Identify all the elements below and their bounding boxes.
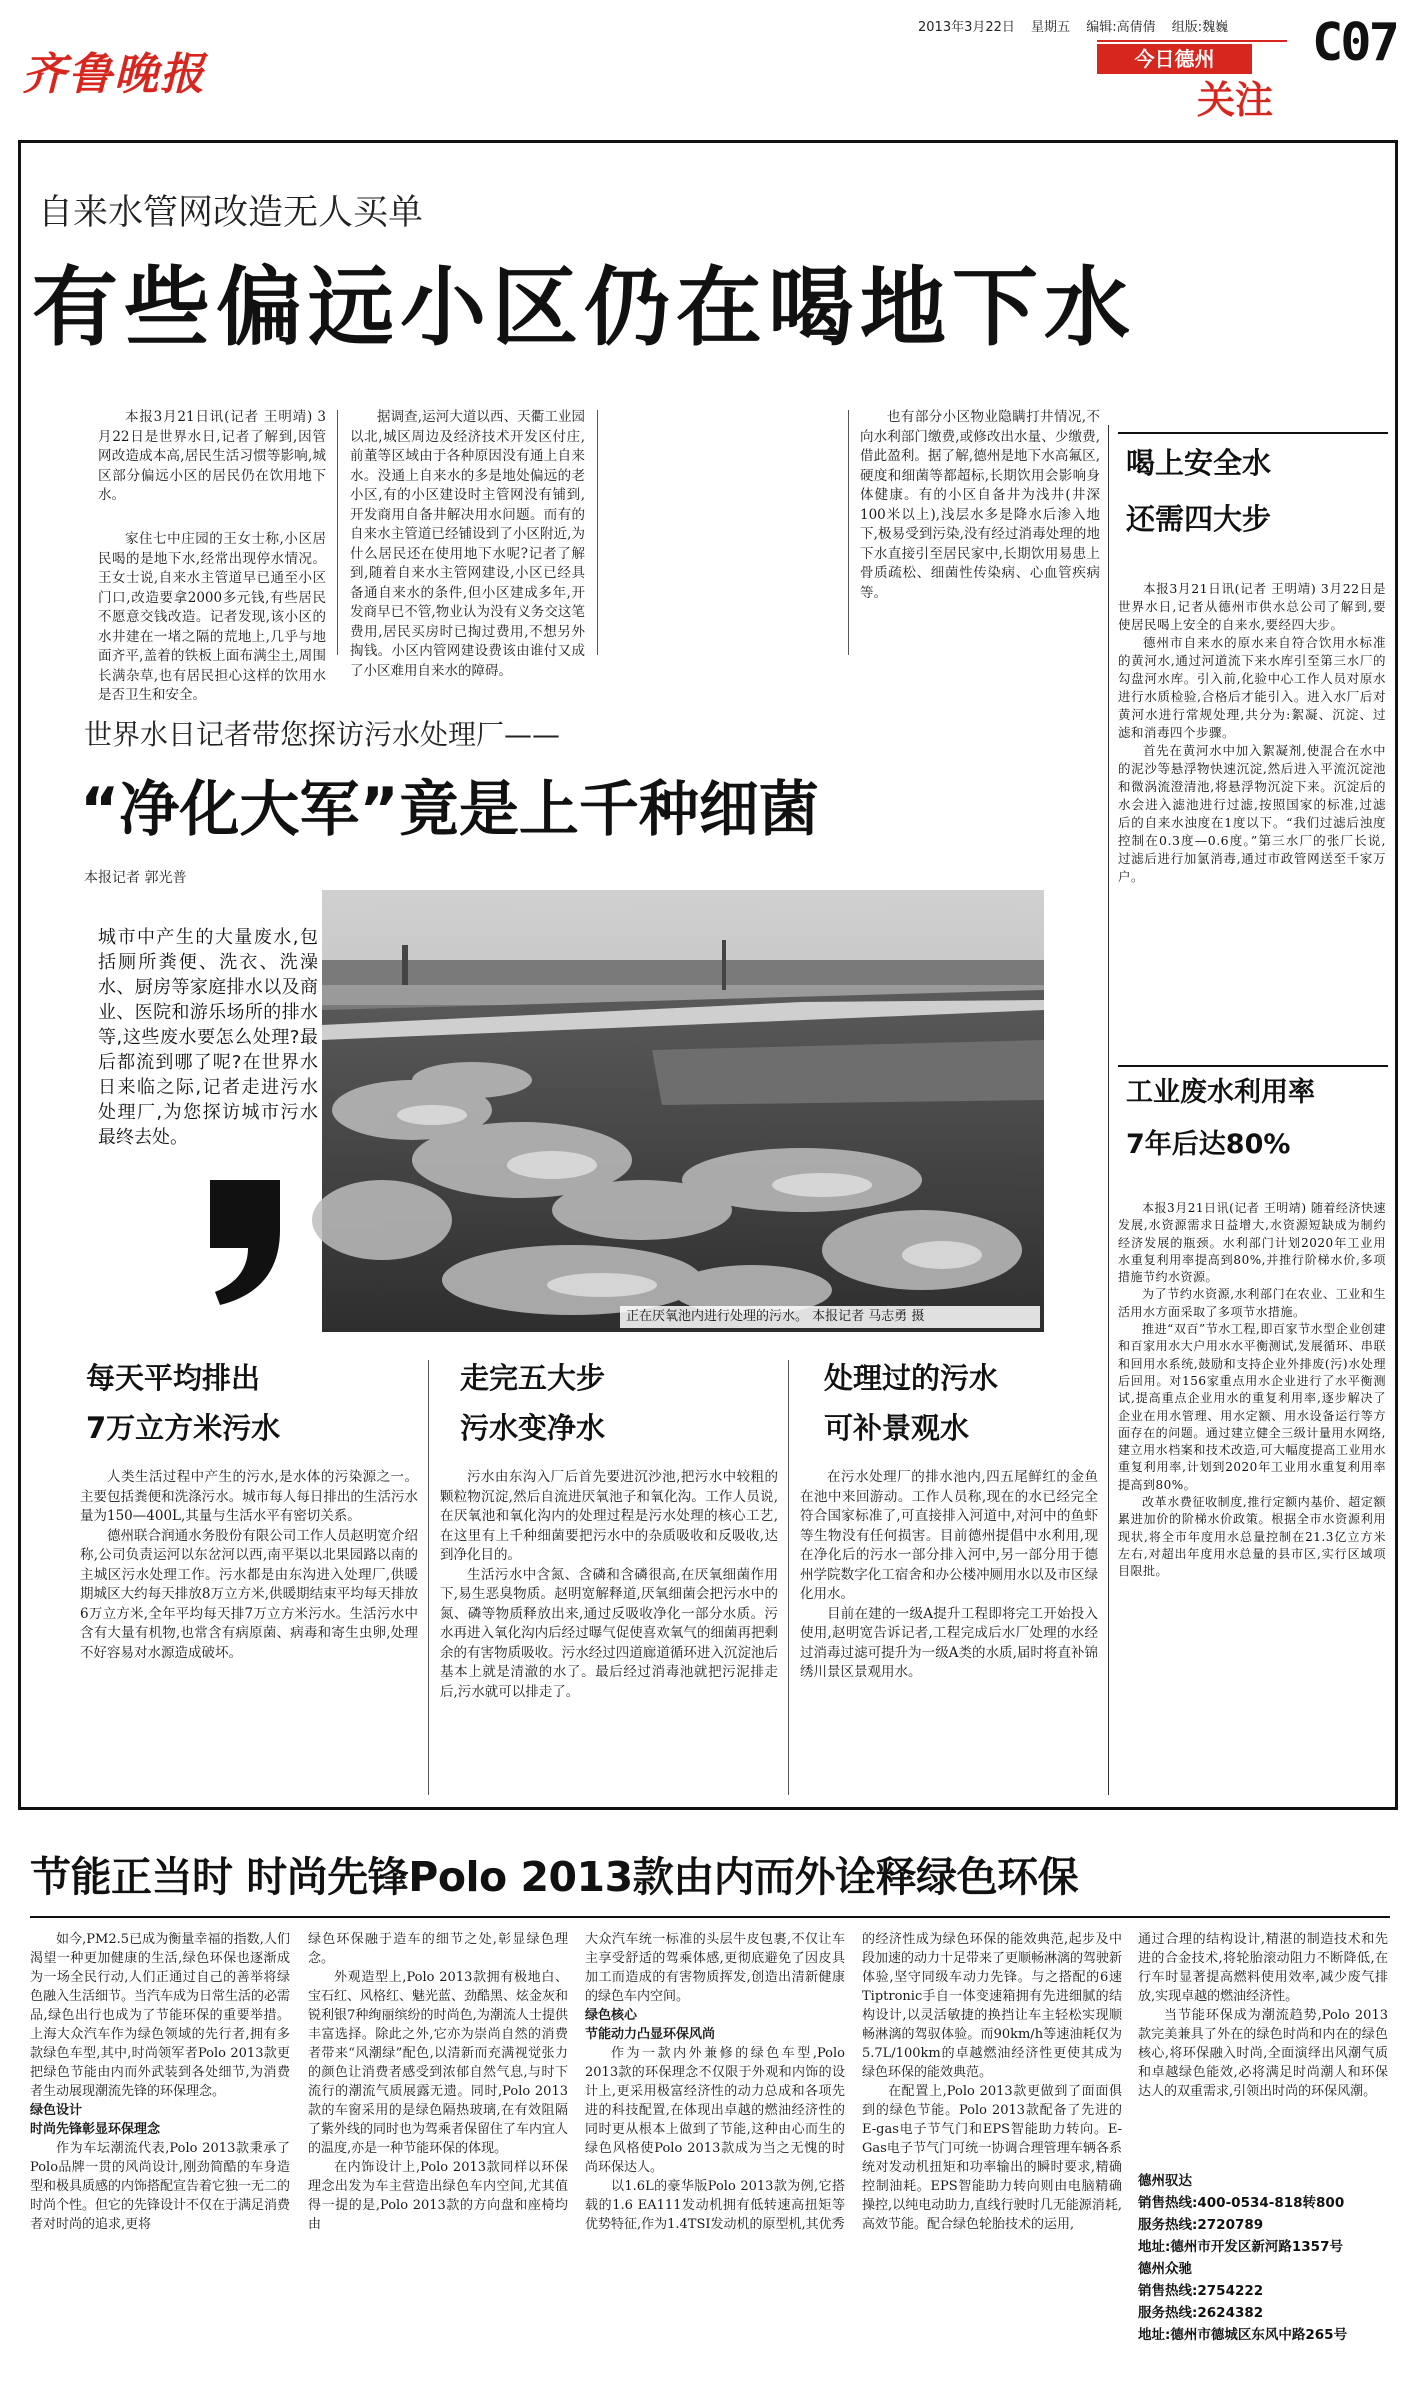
dealer-address: 地址:德州市开发区新河路1357号 [1138, 2239, 1343, 2255]
ad-paragraph: 在内饰设计上,Polo 2013款同样以环保理念出发为车主营造出绿色车内空间,尤其值得一提的是,Polo 2013款的方向盘和座椅均由 [308, 2160, 568, 2232]
ad-paragraph: 在配置上,Polo 2013款更做到了面面俱到的绿色节能。Polo 2013款配备了先进的E-gas电子节气门和EPS智能助力转向。E-Gas电子节气门可统一协调合理管理车辆各系统对发动机扭矩和功率输出的瞬时要求,精确控制油耗。EPS智能助力转向则由电脑精确操控,以纯电动助力,直线行驶时几无能源消耗,高效节能。配合绿色轮胎技术的运用, [862, 2084, 1122, 2232]
section2-paragraph: 污水由东沟入厂后首先要进沉沙池,把污水中较粗的颗粒物沉淀,然后自流进厌氧池子和氧化沟。工作人员说,在厌氧池和氧化沟内的处理过程是污水处理的核心工艺,在这里有上千种细菌要把污水中的杂质吸收和反吸收,达到净化目的。 [440, 1469, 778, 1563]
story1-paragraph: 也有部分小区物业隐瞒打井情况,不向水利部门缴费,或修改出水量、少缴费,借此盈利。据了解,德州是地下水高氟区,硬度和细菌等都超标,长期饮用会影响身体健康。有的小区自备井为浅井(井深100米以上),浅层水多是降水后渗入地下,极易受到污染,没有经过消毒处理的地下水直接引至居民家中,长期饮用易患上骨质疏松、细菌性传染病、心血管疾病等。 [860, 409, 1100, 601]
sidebar1-paragraph: 德州市自来水的原水来自符合饮用水标准的黄河水,通过河道流下来水库引至第三水厂的勾盘河水库。引入前,化验中心工作人员对原水进行水质检验,合格后才能引入。进入水厂后对黄河水进行常规处理,共分为:絮凝、沉淀、过滤和消毒四个步骤。 [1118, 635, 1386, 740]
story1-paragraph: 家住七中庄园的王女士称,小区居民喝的是地下水,经常出现停水情况。王女士说,自来水主管道早已通至小区门口,改造要拿2000多元钱,有些居民不愿意交钱改造。记者发现,该小区的水井建在一堵之隔的荒地上,几乎与地面齐平,盖着的铁板上面布满尘土,周围长满杂草,也有居民担心这样的饮用水是否卫生和安全。 [98, 531, 326, 703]
ad-col5 [1138, 1930, 1388, 2155]
dealer-name: 德州驭达 [1138, 2173, 1192, 2189]
ad-col1 [30, 1930, 290, 2375]
ad-paragraph: 通过合理的结构设计,精湛的制造技术和先进的合金技术,将轮胎滚动阻力不断降低,在行车时显著提高燃料使用效率,减少废气排放,实现卓越的燃油经济性。 [1138, 1932, 1388, 2004]
designer-credit: 组版:魏巍 [1171, 20, 1229, 35]
frame-bottom [18, 1807, 1398, 1810]
ad-paragraph: 的经济性成为绿色环保的能效典范,起步及中段加速的动力十足带来了更顺畅淋漓的驾驶新体验,坚守同级车动力先锋。与之搭配的6速Tiptronic手自一体变速箱拥有先进细腻的结构设计,以灵活敏捷的换挡让车主轻松实现顺畅淋漓的驾驭体验。而90km/h等速油耗仅为5.7L/100km的卓越燃油经济性更使其成为绿色环保的能效典范。 [862, 1932, 1123, 2080]
ad-paragraph: 作为一款内外兼修的绿色车型,Polo 2013款的环保理念不仅限于外观和内饰的设计上,更采用极富经济性的动力总成和各项先进的科技配置,在体现出卓越的燃油经济性的同时更从根本上做到了节能,这种由心而生的绿色风格使Polo 2013款成为当之无愧的时尚环保达人。 [585, 2046, 845, 2175]
section2-title-line1: 走完五大步 [460, 1361, 606, 1395]
sidebar2-paragraph: 为了节约水资源,水利部门在农业、工业和生活用水方面采取了多项节水措施。 [1118, 1287, 1386, 1319]
ad-subhead: 绿色核心 [585, 2008, 638, 2023]
section2-body [440, 1468, 778, 1798]
sidebar2-rule [1118, 1065, 1388, 1067]
story1-headline: 有些偏远小区仍在喝地下水 [32, 258, 1136, 358]
section1-paragraph: 人类生活过程中产生的污水,是水体的污染源之一。主要包括粪便和洗涤污水。城市每人每日排出的生活污水量为150—400L,其量与生活水平有密切关系。 [80, 1469, 418, 1524]
dealer-name-2: 德州众驰 [1138, 2261, 1192, 2277]
section1-title-line2: 7万立方米污水 [86, 1411, 281, 1445]
frame-top [18, 140, 1398, 143]
ad-subhead: 时尚先锋彰显环保理念 [30, 2122, 161, 2137]
issue-date: 2013年3月22日 [918, 20, 1015, 35]
ad-col2 [308, 1930, 568, 2375]
story2-kicker: 世界水日记者带您探访污水处理厂—— [84, 718, 561, 751]
col-divider [848, 410, 849, 655]
ad-rule [30, 1916, 1390, 1918]
section3-paragraph: 在污水处理厂的排水池内,四五尾鲜红的金鱼在池中来回游动。工作人员称,现在的水已经完全符合国家标准了,可直接排入河道中,对河中的鱼虾等生物没有任何损害。目前德州提倡中水利用,现在净化后的污水一部分排入河中,另一部分用于德州学院数字化工宿舍和办公楼冲厕用水以及市区绿化用水。 [800, 1469, 1098, 1602]
sewage-plant-photo [322, 890, 1044, 1332]
section1-title-line1: 每天平均排出 [86, 1361, 261, 1395]
ad-paragraph: 作为车坛潮流代表,Polo 2013款秉承了Polo品牌一贯的风尚设计,刚劲简酷的车身造型和极具质感的内饰搭配宣告着它独一无二的时尚个性。但它的先锋设计不仅在于满足消费者对时尚的追求,更将 [30, 2141, 291, 2232]
ad-headline: 节能正当时 时尚先锋Polo 2013款由内而外诠释绿色环保 [30, 1853, 1079, 1901]
editor-credit: 编辑:高倩倩 [1086, 20, 1156, 35]
story1-paragraph: 据调查,运河大道以西、天衢工业园以北,城区周边及经济技术开发区付庄,前董等区域由于各种原因没有通上自来水。没通上自来水的多是地处偏远的老小区,有的小区建设时主管网没有铺到,开发商用自备井解决用水问题。而有的自来水主管道已经铺设到了小区附近,为什么居民还在使用地下水呢?记者了解到,随着自来水主管网建设,小区已经具备通自来水的条件,但小区建成多年,开发商早已不管,物业认为没有义务交这笔费用,居民买房时已掏过费用,不想另外掏钱。小区内管网建设费该由谁付又成了小区难用自来水的障碍。 [350, 409, 585, 679]
story1-paragraph: 本报3月21日讯(记者 王明靖) 3月22日是世界水日,记者了解到,因管网改造成本高,居民生活习惯等影响,城区部分偏远小区的居民仍在饮用地下水。 [98, 409, 326, 503]
section-name: 今日德州 [1134, 47, 1215, 71]
sidebar1-title-line1: 喝上安全水 [1126, 446, 1272, 480]
sidebar1-title-line2: 还需四大步 [1126, 502, 1272, 536]
page-number: C07 [1312, 13, 1397, 73]
section-badge [1097, 44, 1252, 74]
ad-subhead: 节能动力凸显环保风尚 [585, 2027, 716, 2042]
story2-lead: 城市中产生的大量废水,包括厕所粪便、洗衣、洗澡水、厨房等家庭排水以及商业、医院和游乐场所的排水等,这些废水要怎么处理?最后都流到哪了呢?在世界水日来临之际,记者走进污水处理厂,为您探访城市污水最终去处。 [98, 927, 318, 1148]
col-divider [428, 1360, 429, 1795]
col-divider [788, 1360, 789, 1795]
dealer-info [1138, 2170, 1393, 2370]
comma-quote-icon [190, 1170, 290, 1310]
story1-body-col3 [350, 408, 585, 679]
story1-body-col2 [98, 530, 326, 703]
frame-left [18, 140, 21, 1810]
story1-body-col4 [860, 408, 1100, 658]
dealer-sales-phone: 销售热线:400-0534-818转800 [1138, 2195, 1345, 2211]
sidebar2-title-line2: 7年后达80% [1126, 1129, 1291, 1160]
dealer-service-phone: 服务热线:2720789 [1138, 2217, 1264, 2233]
ad-paragraph: 当节能环保成为潮流趋势,Polo 2013款完美兼具了外在的绿色时尚和内在的绿色核心,将环保融入时尚,全面演绎出风潮气质和卓越绿色能效,必将满足时尚潮人和环保达人的双重需求,引领出时尚的环保风潮。 [1138, 2008, 1388, 2099]
sidebar2-paragraph: 本报3月21日讯(记者 王明靖) 随着经济快速发展,水资源需求日益增大,水资源短缺成为制约经济发展的瓶颈。水利部门计划2020年工业用水重复利用率提高到80%,并推行阶梯水价,多项措施节约水资源。 [1118, 1201, 1386, 1285]
section1-paragraph: 德州联合润通水务股份有限公司工作人员赵明宽介绍称,公司负责运河以东岔河以西,南平渠以北果园路以南的主城区污水处理工作。污水都是由东沟进入处理厂,供暖期城区大约每天排放8万立方米,供暖期结束平均每天排放6万立方米,全年平均每天排7万立方米污水。生活污水中含有大量有机物,也常含有病原菌、病毒和寄生虫卵,处理不好容易对水源造成破坏。 [80, 1527, 418, 1661]
dealer-address-2: 地址:德州市德城区东风中路265号 [1138, 2327, 1348, 2343]
section1-body [80, 1468, 418, 1798]
sidebar2-paragraph: 改革水费征收制度,推行定额内基价、超定额累进加价的阶梯水价政策。根据全市水资源利用现状,将全市年度用水总量控制在21.3亿立方米左右,对超出年度用水总量的县市区,实行区域项目限批。 [1118, 1495, 1386, 1579]
ad-paragraph: 绿色环保融于造车的细节之处,彰显绿色理念。 [308, 1932, 568, 1966]
dealer-sales-phone-2: 销售热线:2754222 [1138, 2283, 1264, 2299]
paper-logo-text: 齐鲁晚报 [22, 49, 206, 100]
ad-col3 [585, 1930, 845, 2375]
section3-title-line2: 可补景观水 [824, 1411, 970, 1445]
story2-byline: 本报记者 郭光普 [84, 870, 187, 886]
col-divider [597, 410, 598, 655]
masthead-info [918, 16, 1318, 36]
ad-paragraph: 如今,PM2.5已成为衡量幸福的指数,人们渴望一种更加健康的生活,绿色环保也逐渐成为一场全民行动,人们正通过自己的善举将绿色融入生活细节。当汽车成为日常生活的必需品,绿色出行也成为了节能环保的重要举措。上海大众汽车作为绿色领域的先行者,拥有多款绿色车型,其中,时尚领军者Polo 2013款更把绿色节能由内而外武装到各处细节,为消费者生动展现潮流先锋的环保理念。 [30, 1932, 291, 2099]
ad-paragraph: 外观造型上,Polo 2013款拥有极地白、宝石红、风格红、魅光蓝、劲酷黑、炫金灰和锐利银7种绚丽缤纷的时尚色,为潮流人士提供丰富选择。除此之外,它亦为崇尚自然的消费者带来“风潮绿”配色,以清新而充满视觉张力的颜色让消费者感受到浓郁自然气息,与时下流行的潮流气质展露无遗。同时,Polo 2013款的车窗采用的是绿色隔热玻璃,在有效阻隔了紫外线的同时也为驾乘者保留住了车内宜人的温度,亦是一种节能环保的体现。 [308, 1970, 569, 2156]
masthead-rule [1097, 40, 1287, 42]
column-label: 关注 [1197, 78, 1274, 122]
section2-title-line2: 污水变净水 [460, 1411, 606, 1445]
section3-title-line1: 处理过的污水 [824, 1361, 999, 1395]
sidebar2-title-line1: 工业废水利用率 [1126, 1077, 1315, 1108]
ad-paragraph: 以1.6L的豪华版Polo 2013款为例,它搭载的1.6 EA111发动机拥有低转速高扭矩等优势特征,作为1.4TSI发动机的原型机,其优秀 [585, 2179, 845, 2232]
sidebar1-paragraph: 首先在黄河水中加入絮凝剂,使混合在水中的泥沙等悬浮物快速沉淀,然后进入平流沉淀池和微涡流澄清池,将悬浮物沉淀下来。沉淀后的水会进入滤池进行过滤,按照国家的标准,过滤后的自来水浊度在1度以下。“我们过滤后浊度控制在0.3度—0.6度。”第三水厂的张厂长说,过滤后进行加氯消毒,通过市政管网送至千家万户。 [1118, 743, 1386, 884]
ad-paragraph: 大众汽车统一标准的头层牛皮包裹,不仅让车主享受舒适的驾乘体感,更彻底避免了因皮具加工而造成的有害物质挥发,创造出清新健康的绿色车内空间。 [585, 1932, 845, 2004]
col-divider [337, 410, 338, 655]
ad-col4 [862, 1930, 1122, 2375]
paper-logo [22, 38, 262, 98]
sidebar-divider [1108, 425, 1109, 1795]
sidebar1-rule [1118, 432, 1388, 434]
story1-kicker: 自来水管网改造无人买单 [38, 193, 424, 233]
sidebar2-paragraph: 推进“双百”节水工程,即百家节水型企业创建和百家用水大户用水水平衡测试,发展循环、串联和回用水系统,鼓励和支持企业外排废(污)水处理后回用。对156家重点用水企业进行了水平衡测试,提高重点企业用水的重复利用率,逐步解决了企业在用水管理、用水定额、用水设备运行等方面存在的问题。通过建立健全三级计量用水网络,建立用水档案和技术改造,可大幅度提高工业用水重复利用率,计划到2020年工业用水重复利用率提高到80%。 [1118, 1322, 1386, 1492]
sidebar1-paragraph: 本报3月21日讯(记者 王明靖) 3月22日是世界水日,记者从德州市供水总公司了解到,要使居民喝上安全的自来水,要经四大步。 [1118, 581, 1386, 632]
ad-subhead: 绿色设计 [30, 2103, 83, 2118]
section3-paragraph: 目前在建的一级A提升工程即将完工开始投入使用,赵明宽告诉记者,工程完成后水厂处理的水经过消毒过滤可提升为一级A类的水质,届时将直补锦绣川景区景观用水。 [800, 1605, 1098, 1680]
sidebar1-body [1118, 580, 1386, 1060]
frame-right [1395, 140, 1398, 1810]
story2-headline: “净化大军”竟是上千种细菌 [80, 775, 819, 845]
sidebar2-body [1118, 1200, 1386, 1798]
issue-weekday: 星期五 [1031, 20, 1071, 35]
section2-paragraph: 生活污水中含氮、含磷和含磷很高,在厌氧细菌作用下,易生恶臭物质。赵明宽解释道,厌氧细菌会把污水中的氮、磷等物质释放出来,通过反吸收净化一部分水质。污水再进入氧化沟内后经过曝气促使喜欢氧气的细菌再把剩余的有害物质吸收。污水经过四道廊道循环进入沉淀池后基本上就是清澈的水了。最后经过消毒池就把污泥排走后,污水就可以排走了。 [440, 1566, 778, 1700]
section3-body [800, 1468, 1098, 1798]
dealer-service-phone-2: 服务热线:2624382 [1138, 2305, 1264, 2321]
photo-caption: 正在厌氧池内进行处理的污水。 本报记者 马志勇 摄 [620, 1306, 1040, 1328]
